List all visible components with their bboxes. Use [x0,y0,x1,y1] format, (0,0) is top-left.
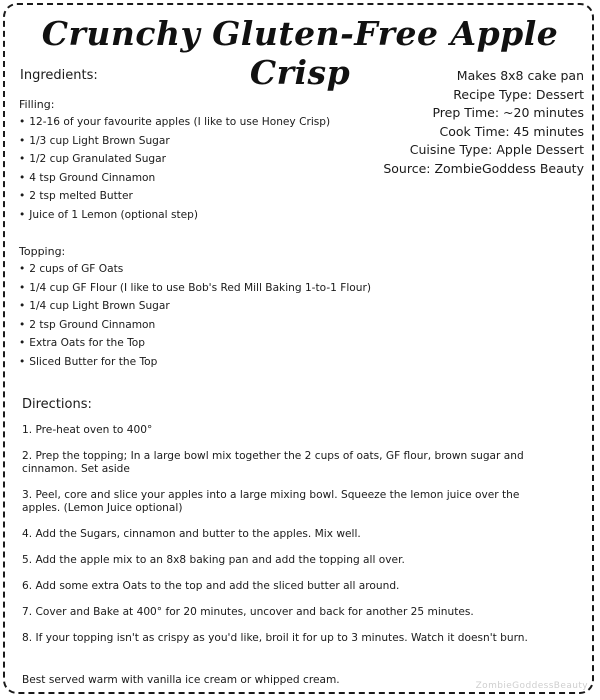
recipe-title: Crunchy Gluten-Free Apple Crisp [41,14,559,92]
filling-item: • 4 tsp Ground Cinnamon [19,169,330,188]
topping-list [19,260,371,372]
serving-suggestion: Best served warm with vanilla ice cream or whipped cream. [22,674,340,686]
direction-step: 3. Peel, core and slice your apples into a large mixing bowl. Squeeze the lemon juice over the apples. (Lemon Juice optional) [22,489,520,514]
topping-item: • Extra Oats for the Top [19,334,371,353]
ingredients-heading: Ingredients: [20,68,98,83]
topping-item: • 1/4 cup GF Flour (I like to use Bob's Red Mill Baking 1-to-1 Flour) [19,279,371,298]
filling-item: • Juice of 1 Lemon (optional step) [19,206,330,225]
topping-item: • 2 cups of GF Oats [19,260,371,279]
topping-item: • 1/4 cup Light Brown Sugar [19,297,371,316]
filling-item: • 2 tsp melted Butter [19,187,330,206]
topping-item: • 2 tsp Ground Cinnamon [19,316,371,335]
direction-step: 1. Pre-heat oven to 400° [22,424,153,436]
recipe-source: Source: ZombieGoddess Beauty [383,160,584,176]
cuisine-type: Cuisine Type: Apple Dessert [409,142,584,158]
filling-item: • 1/3 cup Light Brown Sugar [19,132,330,151]
direction-step: 2. Prep the topping; In a large bowl mix together the 2 cups of oats, GF flour, brown sugar and cinnamon. Set aside [22,450,524,475]
direction-step: 8. If your topping isn't as crispy as you'd like, broil it for up to 3 minutes. Watch it doesn't burn. [22,632,528,644]
cook-time: Cook Time: 45 minutes [439,123,584,139]
recipe-type: Recipe Type: Dessert [453,86,584,102]
direction-step: 6. Add some extra Oats to the top and add the sliced butter all around. [22,580,400,592]
topping-heading: Topping: [19,245,66,258]
direction-step: 7. Cover and Bake at 400° for 20 minutes, uncover and back for another 25 minutes. [22,606,474,618]
direction-step: 4. Add the Sugars, cinnamon and butter to the apples. Mix well. [22,528,361,540]
topping-item: • Sliced Butter for the Top [19,353,371,372]
directions-heading: Directions: [22,397,92,412]
watermark: ZombieGoddessBeauty [475,681,588,691]
filling-heading: Filling: [19,98,55,111]
directions-list [22,424,542,658]
recipe-meta [383,67,584,179]
filling-item: • 1/2 cup Granulated Sugar [19,150,330,169]
filling-list [19,113,330,225]
filling-item: • 12-16 of your favourite apples (I like to use Honey Crisp) [19,113,330,132]
recipe-yield: Makes 8x8 cake pan [456,68,584,83]
direction-step: 5. Add the apple mix to an 8x8 baking pan and add the topping all over. [22,554,405,566]
prep-time: Prep Time: ~20 minutes [432,105,584,121]
